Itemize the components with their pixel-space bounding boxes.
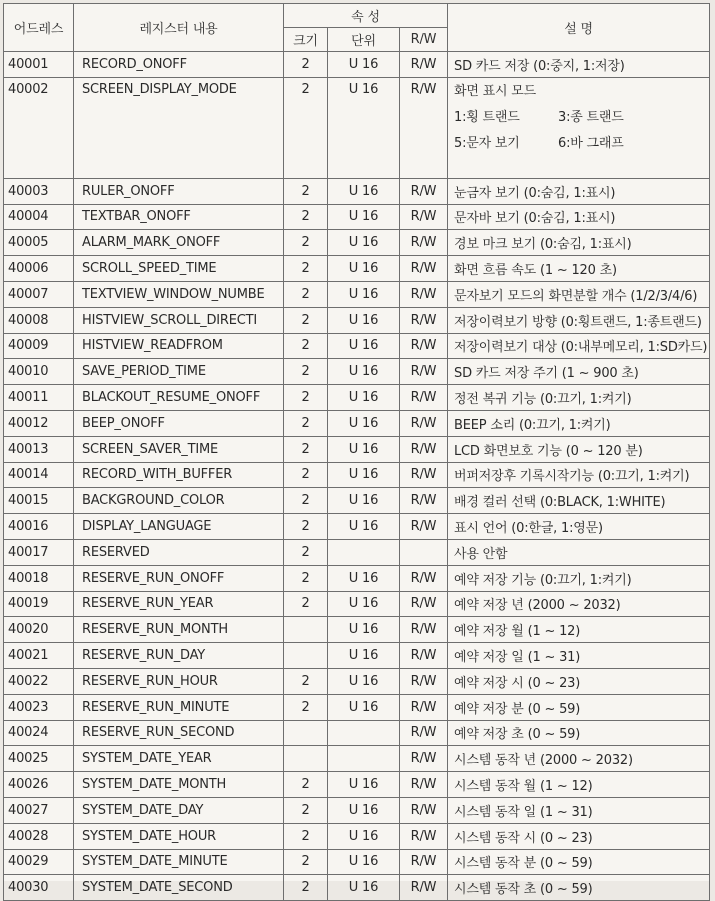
address-cell: 40022: [4, 668, 74, 694]
size-cell: 2: [284, 333, 328, 359]
size-cell: [284, 720, 328, 746]
unit-cell: U 16: [328, 797, 400, 823]
description-cell: BEEP 소리 (0:끄기, 1:켜기): [448, 410, 710, 436]
rw-cell: R/W: [400, 591, 448, 617]
address-cell: 40019: [4, 591, 74, 617]
size-cell: 2: [284, 875, 328, 901]
register-name-cell: RESERVE_RUN_ONOFF: [74, 565, 284, 591]
register-name-cell: RESERVED: [74, 539, 284, 565]
description-cell: [448, 77, 710, 178]
rw-cell: R/W: [400, 643, 448, 669]
rw-cell: R/W: [400, 359, 448, 385]
rw-cell: R/W: [400, 204, 448, 230]
unit-cell: U 16: [328, 514, 400, 540]
table-row: [4, 823, 710, 849]
unit-cell: U 16: [328, 256, 400, 282]
mode-option-5: 5:문자 보기: [454, 135, 520, 151]
size-cell: 2: [284, 385, 328, 411]
address-cell: 40015: [4, 488, 74, 514]
description-cell: 버퍼저장후 기록시작기능 (0:끄기, 1:켜기): [448, 462, 710, 488]
address-cell: 40010: [4, 359, 74, 385]
address-cell: 40006: [4, 256, 74, 282]
address-cell: 40023: [4, 694, 74, 720]
rw-header: R/W: [400, 28, 448, 52]
unit-cell: U 16: [328, 875, 400, 901]
rw-cell: R/W: [400, 823, 448, 849]
description-cell: 문자보기 모드의 화면분할 개수 (1/2/3/4/6): [448, 281, 710, 307]
address-cell: 40012: [4, 410, 74, 436]
unit-cell: U 16: [328, 410, 400, 436]
table-row: [4, 694, 710, 720]
description-cell: 예약 저장 분 (0 ~ 59): [448, 694, 710, 720]
register-name-cell: SCREEN_SAVER_TIME: [74, 436, 284, 462]
unit-cell: U 16: [328, 643, 400, 669]
mode-option-3: 3:종 트랜드: [558, 109, 624, 125]
register-name-cell: SYSTEM_DATE_HOUR: [74, 823, 284, 849]
table-row: [4, 256, 710, 282]
address-cell: 40027: [4, 797, 74, 823]
address-cell: 40020: [4, 617, 74, 643]
mode-title: 화면 표시 모드: [454, 83, 537, 99]
description-header: 설 명: [448, 4, 710, 52]
address-cell: 40018: [4, 565, 74, 591]
table-row: [4, 514, 710, 540]
size-cell: 2: [284, 256, 328, 282]
description-cell: 예약 저장 년 (2000 ~ 2032): [448, 591, 710, 617]
rw-cell: R/W: [400, 462, 448, 488]
unit-cell: U 16: [328, 565, 400, 591]
register-map-sheet: [3, 3, 709, 898]
size-cell: 2: [284, 204, 328, 230]
table-row: [4, 385, 710, 411]
unit-cell: U 16: [328, 333, 400, 359]
unit-cell: U 16: [328, 436, 400, 462]
table-row: [4, 539, 710, 565]
description-cell: 배경 컬러 선택 (0:BLACK, 1:WHITE): [448, 488, 710, 514]
size-cell: 2: [284, 591, 328, 617]
rw-cell: [400, 539, 448, 565]
unit-cell: U 16: [328, 178, 400, 204]
table-row: [4, 77, 710, 178]
rw-cell: R/W: [400, 668, 448, 694]
register-name-cell: RESERVE_RUN_MONTH: [74, 617, 284, 643]
size-cell: 2: [284, 668, 328, 694]
rw-cell: R/W: [400, 178, 448, 204]
register-name-cell: SYSTEM_DATE_DAY: [74, 797, 284, 823]
register-name-cell: TEXTBAR_ONOFF: [74, 204, 284, 230]
description-cell: 정전 복귀 기능 (0:끄기, 1:켜기): [448, 385, 710, 411]
description-cell: SD 카드 저장 주기 (1 ~ 900 초): [448, 359, 710, 385]
rw-cell: R/W: [400, 307, 448, 333]
unit-header: 단위: [328, 28, 400, 52]
description-cell: 눈금자 보기 (0:숨김, 1:표시): [448, 178, 710, 204]
header-row-1: [4, 4, 710, 28]
rw-cell: R/W: [400, 230, 448, 256]
unit-cell: U 16: [328, 52, 400, 78]
unit-cell: U 16: [328, 694, 400, 720]
unit-cell: U 16: [328, 668, 400, 694]
register-name-cell: ALARM_MARK_ONOFF: [74, 230, 284, 256]
size-cell: 2: [284, 436, 328, 462]
size-cell: 2: [284, 565, 328, 591]
description-cell: 예약 저장 초 (0 ~ 59): [448, 720, 710, 746]
unit-cell: [328, 720, 400, 746]
table-row: [4, 436, 710, 462]
address-cell: 40030: [4, 875, 74, 901]
register-name-cell: SYSTEM_DATE_MINUTE: [74, 849, 284, 875]
description-cell: 시스템 동작 일 (1 ~ 31): [448, 797, 710, 823]
table-row: [4, 178, 710, 204]
table-row: [4, 204, 710, 230]
rw-cell: R/W: [400, 488, 448, 514]
size-cell: [284, 617, 328, 643]
address-cell: 40011: [4, 385, 74, 411]
description-cell: LCD 화면보호 기능 (0 ~ 120 분): [448, 436, 710, 462]
size-cell: 2: [284, 178, 328, 204]
size-cell: 2: [284, 410, 328, 436]
table-row: [4, 565, 710, 591]
table-row: [4, 52, 710, 78]
description-cell: 시스템 동작 월 (1 ~ 12): [448, 772, 710, 798]
size-cell: 2: [284, 359, 328, 385]
register-name-cell: TEXTVIEW_WINDOW_NUMBE: [74, 281, 284, 307]
size-cell: 2: [284, 694, 328, 720]
size-cell: 2: [284, 307, 328, 333]
description-cell: 시스템 동작 시 (0 ~ 23): [448, 823, 710, 849]
description-cell: SD 카드 저장 (0:중지, 1:저장): [448, 52, 710, 78]
register-rows: [4, 52, 710, 901]
table-row: [4, 230, 710, 256]
unit-cell: [328, 746, 400, 772]
unit-cell: U 16: [328, 591, 400, 617]
unit-cell: U 16: [328, 230, 400, 256]
register-name-cell: RULER_ONOFF: [74, 178, 284, 204]
description-cell: 화면 흐름 속도 (1 ~ 120 초): [448, 256, 710, 282]
size-header: 크기: [284, 28, 328, 52]
rw-cell: R/W: [400, 52, 448, 78]
table-row: [4, 591, 710, 617]
address-cell: 40005: [4, 230, 74, 256]
rw-cell: R/W: [400, 565, 448, 591]
register-name-cell: RECORD_WITH_BUFFER: [74, 462, 284, 488]
register-name-cell: SYSTEM_DATE_MONTH: [74, 772, 284, 798]
size-cell: 2: [284, 77, 328, 178]
unit-cell: U 16: [328, 617, 400, 643]
rw-cell: R/W: [400, 797, 448, 823]
address-cell: 40014: [4, 462, 74, 488]
description-cell: 문자바 보기 (0:숨김, 1:표시): [448, 204, 710, 230]
unit-cell: U 16: [328, 462, 400, 488]
register-name-cell: RECORD_ONOFF: [74, 52, 284, 78]
register-name-cell: BEEP_ONOFF: [74, 410, 284, 436]
description-cell: 표시 언어 (0:한글, 1:영문): [448, 514, 710, 540]
size-cell: 2: [284, 823, 328, 849]
rw-cell: R/W: [400, 333, 448, 359]
description-cell: 예약 저장 기능 (0:끄기, 1:켜기): [448, 565, 710, 591]
address-cell: 40028: [4, 823, 74, 849]
address-cell: 40013: [4, 436, 74, 462]
unit-cell: U 16: [328, 307, 400, 333]
register-name-cell: SAVE_PERIOD_TIME: [74, 359, 284, 385]
rw-cell: R/W: [400, 256, 448, 282]
size-cell: 2: [284, 281, 328, 307]
rw-cell: R/W: [400, 720, 448, 746]
description-cell: 사용 안함: [448, 539, 710, 565]
table-row: [4, 462, 710, 488]
size-cell: 2: [284, 514, 328, 540]
address-cell: 40003: [4, 178, 74, 204]
rw-cell: R/W: [400, 617, 448, 643]
unit-cell: [328, 539, 400, 565]
table-row: [4, 772, 710, 798]
table-row: [4, 746, 710, 772]
address-cell: 40029: [4, 849, 74, 875]
rw-cell: R/W: [400, 410, 448, 436]
register-name-cell: HISTVIEW_SCROLL_DIRECTI: [74, 307, 284, 333]
register-name-cell: RESERVE_RUN_DAY: [74, 643, 284, 669]
register-header: 레지스터 내용: [74, 4, 284, 52]
unit-cell: U 16: [328, 281, 400, 307]
address-cell: 40008: [4, 307, 74, 333]
address-cell: 40002: [4, 77, 74, 178]
address-cell: 40024: [4, 720, 74, 746]
register-name-cell: DISPLAY_LANGUAGE: [74, 514, 284, 540]
description-cell: 예약 저장 시 (0 ~ 23): [448, 668, 710, 694]
address-cell: 40025: [4, 746, 74, 772]
size-cell: 2: [284, 539, 328, 565]
table-row: [4, 333, 710, 359]
description-cell: 시스템 동작 년 (2000 ~ 2032): [448, 746, 710, 772]
table-row: [4, 281, 710, 307]
unit-cell: U 16: [328, 488, 400, 514]
size-cell: 2: [284, 462, 328, 488]
table-row: [4, 359, 710, 385]
rw-cell: R/W: [400, 281, 448, 307]
register-name-cell: BLACKOUT_RESUME_ONOFF: [74, 385, 284, 411]
register-name-cell: RESERVE_RUN_YEAR: [74, 591, 284, 617]
description-cell: 경보 마크 보기 (0:숨김, 1:표시): [448, 230, 710, 256]
register-name-cell: RESERVE_RUN_MINUTE: [74, 694, 284, 720]
address-cell: 40004: [4, 204, 74, 230]
table-row: [4, 643, 710, 669]
rw-cell: R/W: [400, 694, 448, 720]
unit-cell: U 16: [328, 849, 400, 875]
table-row: [4, 617, 710, 643]
description-cell: 저장이력보기 대상 (0:내부메모리, 1:SD카드): [448, 333, 710, 359]
size-cell: 2: [284, 230, 328, 256]
register-name-cell: SYSTEM_DATE_YEAR: [74, 746, 284, 772]
description-cell: 저장이력보기 방향 (0:횡트랜드, 1:종트랜드): [448, 307, 710, 333]
unit-cell: U 16: [328, 823, 400, 849]
size-cell: [284, 746, 328, 772]
table-row: [4, 849, 710, 875]
rw-cell: R/W: [400, 436, 448, 462]
address-cell: 40016: [4, 514, 74, 540]
register-name-cell: RESERVE_RUN_HOUR: [74, 668, 284, 694]
description-cell: 시스템 동작 초 (0 ~ 59): [448, 875, 710, 901]
table-row: [4, 720, 710, 746]
rw-cell: R/W: [400, 514, 448, 540]
table-row: [4, 307, 710, 333]
table-row: [4, 875, 710, 901]
rw-cell: R/W: [400, 77, 448, 178]
table-row: [4, 797, 710, 823]
unit-cell: U 16: [328, 204, 400, 230]
size-cell: [284, 643, 328, 669]
unit-cell: U 16: [328, 772, 400, 798]
address-cell: 40009: [4, 333, 74, 359]
address-cell: 40021: [4, 643, 74, 669]
rw-cell: R/W: [400, 772, 448, 798]
unit-cell: U 16: [328, 77, 400, 178]
description-cell: 예약 저장 일 (1 ~ 31): [448, 643, 710, 669]
mode-option-1: 1:횡 트랜드: [454, 109, 520, 125]
size-cell: 2: [284, 849, 328, 875]
unit-cell: U 16: [328, 385, 400, 411]
table-row: [4, 668, 710, 694]
rw-cell: R/W: [400, 875, 448, 901]
register-name-cell: SCROLL_SPEED_TIME: [74, 256, 284, 282]
rw-cell: R/W: [400, 385, 448, 411]
attributes-header: 속 성: [284, 4, 448, 28]
mode-option-6: 6:바 그래프: [558, 135, 624, 151]
size-cell: 2: [284, 52, 328, 78]
table-row: [4, 488, 710, 514]
address-cell: 40017: [4, 539, 74, 565]
address-cell: 40026: [4, 772, 74, 798]
table-row: [4, 410, 710, 436]
rw-cell: R/W: [400, 746, 448, 772]
size-cell: 2: [284, 797, 328, 823]
size-cell: 2: [284, 488, 328, 514]
address-cell: 40007: [4, 281, 74, 307]
address-cell: 40001: [4, 52, 74, 78]
register-name-cell: SCREEN_DISPLAY_MODE: [74, 77, 284, 178]
register-name-cell: BACKGROUND_COLOR: [74, 488, 284, 514]
rw-cell: R/W: [400, 849, 448, 875]
description-cell: 예약 저장 월 (1 ~ 12): [448, 617, 710, 643]
address-header: 어드레스: [4, 4, 74, 52]
description-cell: 시스템 동작 분 (0 ~ 59): [448, 849, 710, 875]
size-cell: 2: [284, 772, 328, 798]
register-name-cell: RESERVE_RUN_SECOND: [74, 720, 284, 746]
register-name-cell: SYSTEM_DATE_SECOND: [74, 875, 284, 901]
register-name-cell: HISTVIEW_READFROM: [74, 333, 284, 359]
register-table: [3, 3, 710, 901]
unit-cell: U 16: [328, 359, 400, 385]
